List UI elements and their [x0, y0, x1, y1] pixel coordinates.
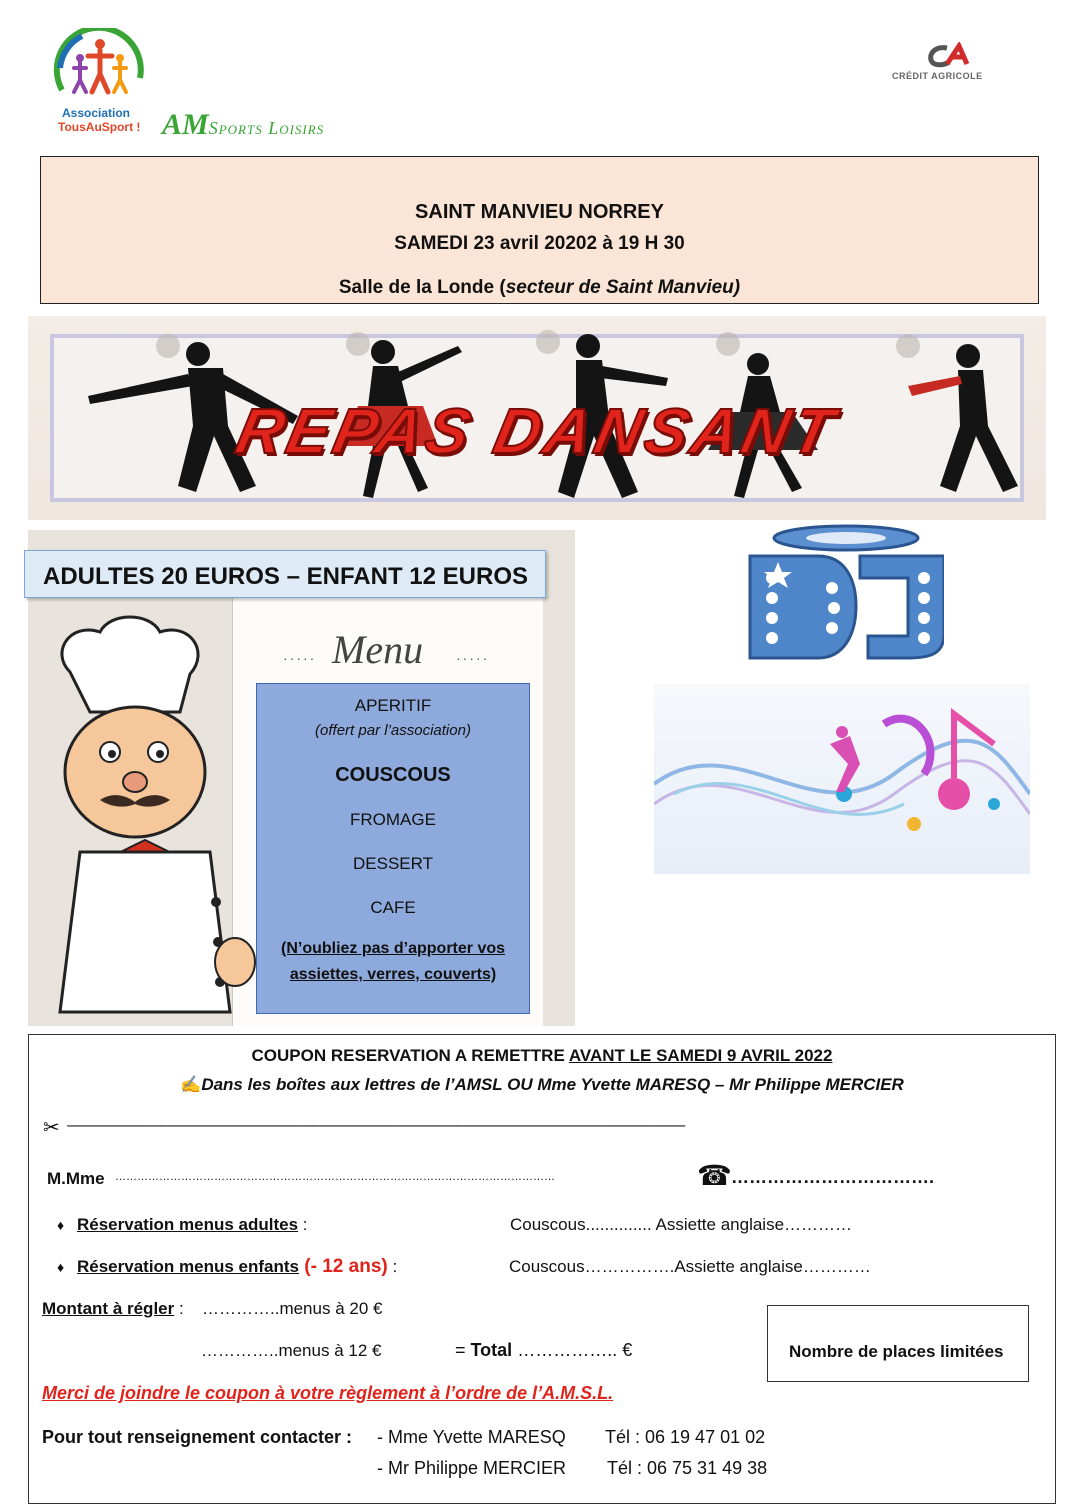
name-label: M.Mme	[47, 1169, 105, 1188]
venue-prefix: Salle de la Londe (	[338, 277, 506, 298]
music-notes-illustration	[654, 684, 1030, 874]
dj-label	[750, 580, 751, 581]
payment-note: Merci de joindre le coupon à votre règlement à l’ordre de l’A.M.S.L.	[42, 1383, 614, 1403]
coupon-title	[29, 1046, 1055, 1066]
event-venue	[41, 277, 1038, 299]
coupon-title-plain: COUPON RESERVATION A REMETTRE	[251, 1046, 569, 1065]
limited-places-text: Nombre de places limitées	[789, 1342, 1004, 1361]
adult-colon: :	[298, 1215, 308, 1234]
telephone-icon: ☎	[697, 1160, 732, 1191]
adult-reservation-row	[77, 1215, 308, 1235]
menu-item-dessert: DESSERT	[353, 854, 433, 873]
total-field: …………….. €	[512, 1340, 633, 1360]
coupon-dropoff	[29, 1075, 1055, 1095]
contact2-phone: Tél : 06 75 31 49 38	[607, 1458, 768, 1478]
dj-logo-icon	[748, 524, 944, 660]
writing-hand-icon: ✍	[180, 1075, 202, 1094]
contact-label: Pour tout renseignement contacter :	[42, 1427, 353, 1447]
menu-item-aperitif-note: (offert par l’association)	[315, 722, 471, 739]
limited-places-box	[767, 1305, 1029, 1382]
music-notes-icon	[654, 684, 1030, 874]
total-equals: =	[455, 1340, 471, 1360]
child-options[interactable]: Couscous…………….Assiette anglaise…………	[509, 1257, 871, 1276]
total-row[interactable]	[455, 1340, 632, 1361]
association-logo	[52, 28, 148, 108]
event-city: SAINT MANVIEU NORREY	[415, 201, 664, 223]
credit-agricole-logo-icon	[925, 42, 975, 70]
contact2-name: - Mr Philippe MERCIER	[377, 1458, 567, 1478]
menu-item-fromage: FROMAGE	[350, 810, 436, 829]
amount-label: Montant à régler	[42, 1299, 175, 1318]
association-logo-line1: Association	[62, 106, 131, 120]
amsl-logo	[162, 108, 324, 142]
menu-box	[256, 683, 530, 1014]
bullet-icon: ♦	[57, 1217, 65, 1233]
coupon-dropoff-text: Dans les boîtes aux lettres de l’AMSL OU Mme Yvette MARESQ – Mr Philippe MERCIER	[201, 1075, 904, 1094]
banner-title: REPAS DANSANT	[230, 395, 844, 467]
menu-note-line2: assiettes, verres, couverts)	[289, 966, 497, 983]
child-reservation-row	[77, 1256, 397, 1278]
menu-dots-right: ·····	[456, 650, 490, 666]
dance-banner	[28, 316, 1046, 520]
amsl-logo-small: Sports Loisirs	[208, 118, 325, 138]
child-colon: :	[387, 1257, 398, 1276]
menu-item-aperitif: APERITIF	[354, 696, 432, 715]
amsl-logo-big: AM	[162, 108, 209, 141]
chef-icon	[40, 612, 260, 1022]
menu-dots-left: ·····	[283, 650, 317, 666]
adult-options[interactable]: Couscous.............. Assiette anglaise…………	[510, 1215, 853, 1234]
contact1-name: - Mme Yvette MARESQ	[377, 1427, 566, 1447]
event-header-box	[40, 156, 1039, 304]
adult-reservation-label: Réservation menus adultes	[77, 1215, 299, 1234]
coupon-deadline: AVANT LE SAMEDI 9 AVRIL 2022	[568, 1046, 833, 1065]
price-text: ADULTES 20 EUROS – ENFANT 12 EUROS	[43, 563, 528, 590]
credit-agricole-text: CRÉDIT AGRICOLE	[892, 71, 983, 81]
name-field[interactable]: …………………………………………………………………………………………………………	[115, 1171, 555, 1183]
association-logo-line2: TousAuSport !	[58, 120, 141, 134]
phone-field[interactable]: …………………………….	[731, 1167, 935, 1187]
bullet-icon: ♦	[57, 1259, 65, 1275]
child-age-limit: (- 12 ans)	[299, 1256, 388, 1277]
menu-note-line1: (N’oubliez pas d’apporter vos	[280, 940, 506, 957]
contact1-phone: Tél : 06 19 47 01 02	[605, 1427, 766, 1447]
event-date: SAMEDI 23 avril 20202 à 19 H 30	[394, 233, 685, 254]
menu-item-cafe: CAFE	[370, 898, 416, 917]
amount-row	[42, 1299, 184, 1319]
menu-heading: Menu	[332, 627, 424, 672]
amount-child-line[interactable]: …………..menus à 12 €	[201, 1341, 382, 1360]
amount-adult-line[interactable]: …………..menus à 20 €	[202, 1299, 383, 1318]
price-banner	[24, 550, 546, 598]
scissors-icon: ✂	[43, 1117, 60, 1139]
amount-colon: :	[174, 1299, 184, 1318]
reservation-coupon	[28, 1034, 1056, 1504]
venue-sector: secteur de Saint Manvieu)	[505, 277, 741, 298]
cut-line: –––––––––––––––––––––––––––––––––––––––––––––––––––––––––––––––––––––––––	[67, 1115, 685, 1134]
total-label: Total	[470, 1340, 513, 1360]
child-reservation-label: Réservation menus enfants	[77, 1257, 300, 1276]
menu-item-couscous: COUSCOUS	[335, 764, 451, 786]
